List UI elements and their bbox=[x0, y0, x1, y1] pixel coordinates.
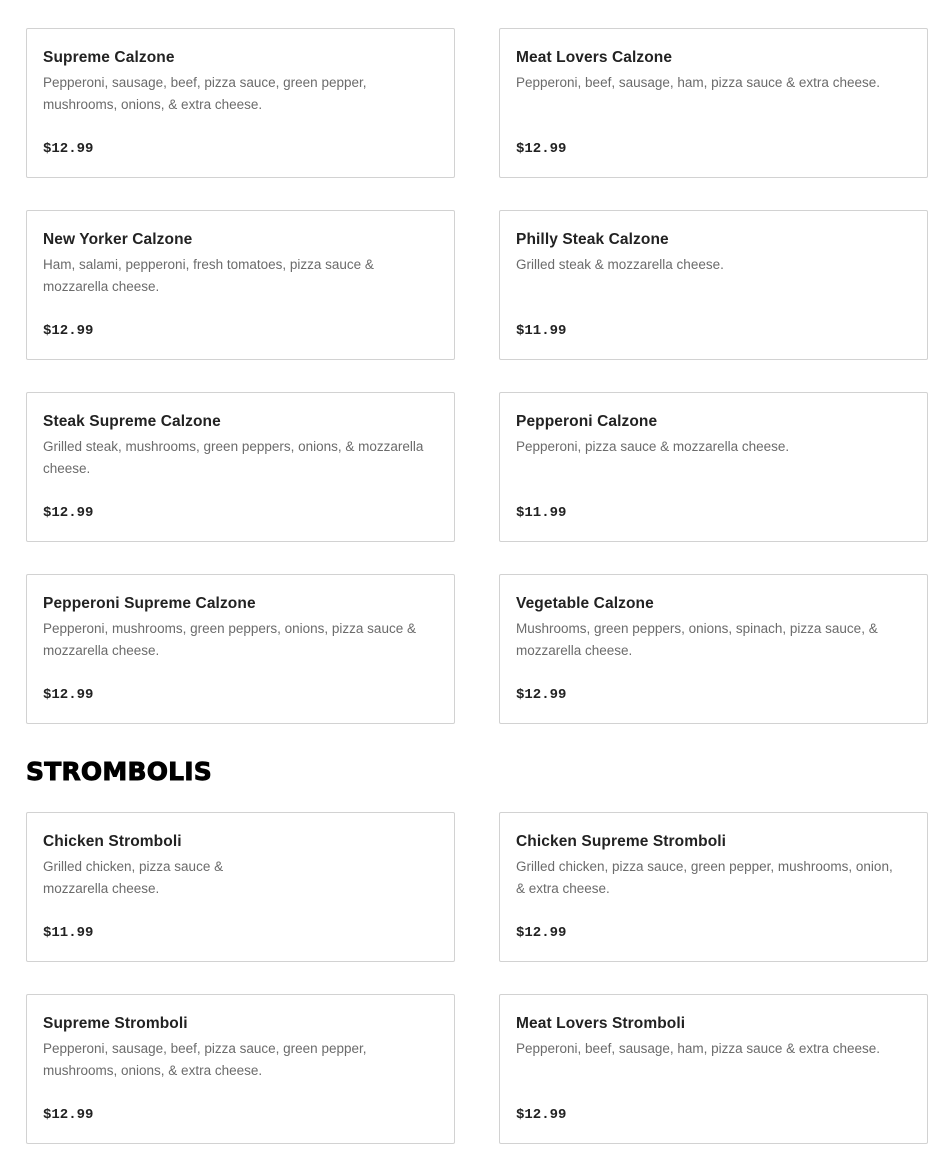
menu-item-price: $11.99 bbox=[516, 323, 567, 339]
menu-item-card[interactable] bbox=[499, 812, 928, 962]
menu-item-description: Pepperoni, beef, sausage, ham, pizza sauce & extra cheese. bbox=[516, 1041, 880, 1056]
menu-item-card[interactable] bbox=[26, 392, 455, 542]
menu-item-card[interactable] bbox=[26, 812, 455, 962]
menu-item-name: Chicken Stromboli bbox=[43, 833, 182, 850]
menu-item-name: Pepperoni Supreme Calzone bbox=[43, 595, 256, 612]
menu-item-card[interactable] bbox=[499, 392, 928, 542]
menu-item-description: Mushrooms, green peppers, onions, spinach, pizza sauce, & mozzarella cheese. bbox=[516, 621, 878, 658]
menu-item-price: $12.99 bbox=[516, 141, 567, 157]
menu-item-card[interactable] bbox=[26, 574, 455, 724]
menu-item-description: Pepperoni, pizza sauce & mozzarella cheese. bbox=[516, 439, 790, 454]
menu-item-price: $12.99 bbox=[43, 1107, 94, 1123]
menu-item-name: Supreme Calzone bbox=[43, 49, 175, 66]
menu-item-name: Pepperoni Calzone bbox=[516, 413, 658, 430]
menu-item-description: Grilled chicken, pizza sauce, green pepper, mushrooms, onion, & extra cheese. bbox=[516, 859, 893, 896]
menu-item-price: $11.99 bbox=[43, 925, 94, 941]
menu-item-price: $12.99 bbox=[43, 687, 94, 703]
menu-item-card[interactable] bbox=[26, 210, 455, 360]
menu-item-description: Grilled steak, mushrooms, green peppers, onions, & mozzarella cheese. bbox=[43, 439, 424, 476]
menu-item-name: New Yorker Calzone bbox=[43, 231, 193, 248]
strombolis-menu-grid bbox=[26, 812, 928, 1144]
menu-item-price: $12.99 bbox=[516, 925, 567, 941]
menu-item-description: Pepperoni, beef, sausage, ham, pizza sauce & extra cheese. bbox=[516, 75, 880, 90]
menu-item-name: Chicken Supreme Stromboli bbox=[516, 833, 727, 850]
menu-item-price: $12.99 bbox=[43, 505, 94, 521]
section-heading-strombolis: STROMBOLIS bbox=[26, 757, 212, 786]
menu-item-description: Grilled steak & mozzarella cheese. bbox=[516, 257, 724, 272]
menu-item-price: $12.99 bbox=[43, 323, 94, 339]
menu-item-card[interactable] bbox=[499, 994, 928, 1144]
menu-item-price: $11.99 bbox=[516, 505, 567, 521]
menu-item-description: Pepperoni, sausage, beef, pizza sauce, green pepper, mushrooms, onions, & extra cheese. bbox=[43, 75, 367, 112]
menu-item-card[interactable] bbox=[499, 210, 928, 360]
menu-item-price: $12.99 bbox=[43, 141, 94, 157]
menu-item-description: Pepperoni, sausage, beef, pizza sauce, green pepper, mushrooms, onions, & extra cheese. bbox=[43, 1041, 367, 1078]
menu-item-description: Ham, salami, pepperoni, fresh tomatoes, pizza sauce & mozzarella cheese. bbox=[43, 257, 374, 294]
menu-item-card[interactable] bbox=[499, 574, 928, 724]
menu-item-name: Meat Lovers Calzone bbox=[516, 49, 673, 66]
menu-item-name: Supreme Stromboli bbox=[43, 1015, 188, 1032]
menu-item-price: $12.99 bbox=[516, 1107, 567, 1123]
calzones-menu-grid bbox=[26, 28, 928, 724]
menu-item-card[interactable] bbox=[499, 28, 928, 178]
menu-item-name: Philly Steak Calzone bbox=[516, 231, 669, 248]
menu-item-card[interactable] bbox=[26, 994, 455, 1144]
menu-item-card[interactable] bbox=[26, 28, 455, 178]
menu-item-name: Steak Supreme Calzone bbox=[43, 413, 221, 430]
menu-item-price: $12.99 bbox=[516, 687, 567, 703]
menu-item-description: Grilled chicken, pizza sauce & mozzarella cheese. bbox=[43, 859, 224, 896]
menu-item-name: Meat Lovers Stromboli bbox=[516, 1015, 686, 1032]
menu-item-name: Vegetable Calzone bbox=[516, 595, 654, 612]
menu-item-description: Pepperoni, mushrooms, green peppers, onions, pizza sauce & mozzarella cheese. bbox=[43, 621, 416, 658]
